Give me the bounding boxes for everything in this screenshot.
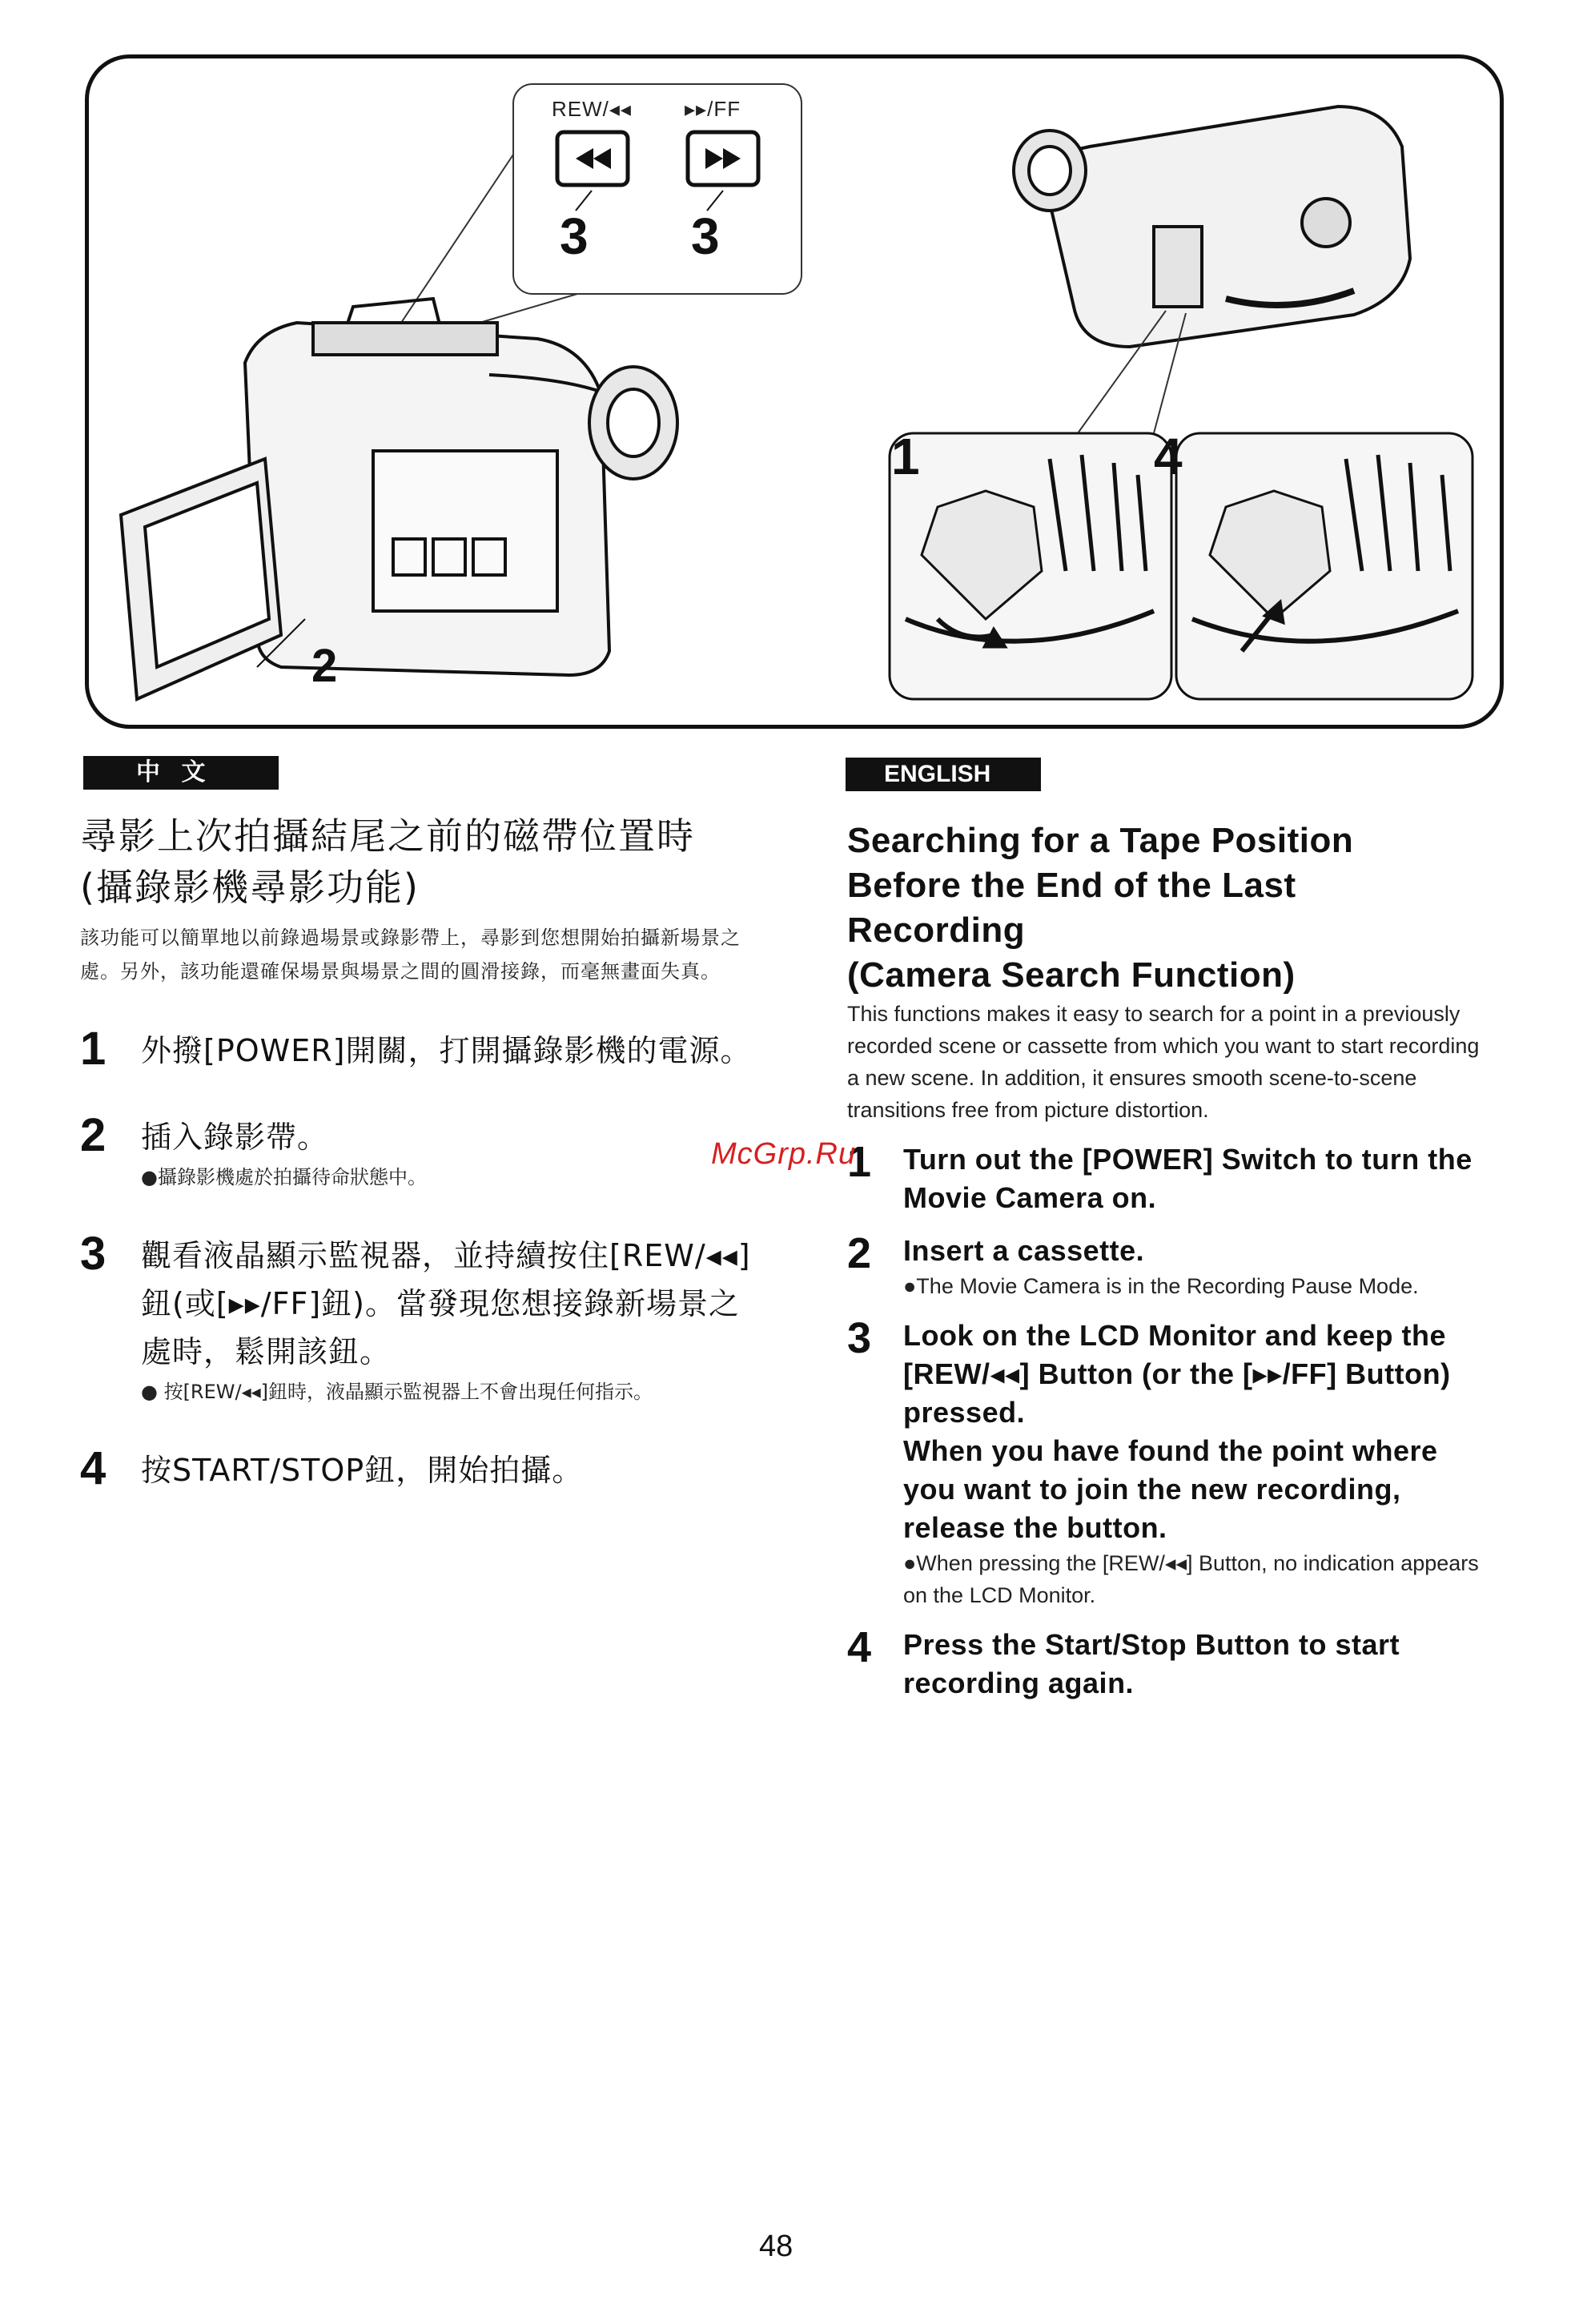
chinese-section-tag: 中 文 — [83, 756, 279, 790]
step-number: 1 — [847, 1138, 872, 1186]
camcorder-right-drawing — [1014, 107, 1410, 347]
rew-label: REW/◂◂ — [552, 97, 632, 121]
step-text: Press the Start/Stop Button to start recording again. — [903, 1628, 1400, 1699]
chinese-column — [80, 810, 769, 1494]
english-title-line-3: Recording — [847, 911, 1026, 950]
step-text: Insert a cassette. — [903, 1234, 1145, 1267]
step-text: Turn out the [POWER] Switch to turn the Movie Camera on. — [903, 1143, 1472, 1214]
english-title-line-1: Searching for a Tape Position — [847, 821, 1354, 860]
grip-panel-step-4 — [1176, 433, 1472, 699]
camcorder-left-drawing — [121, 299, 677, 699]
english-title-line-2: Before the End of the Last — [847, 866, 1296, 905]
step-number: 4 — [80, 1442, 106, 1494]
english-step-1 — [847, 1140, 1496, 1217]
page-number: 48 — [759, 2230, 794, 2263]
ff-step-number: 3 — [691, 207, 720, 265]
english-column — [847, 818, 1496, 1703]
camera-step-number: 2 — [311, 640, 338, 692]
step-note: ●攝錄影機處於拍攝待命狀態中。 — [141, 1166, 427, 1188]
step-number: 1 — [80, 1023, 106, 1075]
english-title-line-4: (Camera Search Function) — [847, 955, 1296, 995]
camera-illustration — [89, 58, 1508, 733]
step-text: Look on the LCD Monitor and keep the [REW/◂◂] Button (or the [▸▸/FF] Button) pressed. — [903, 1319, 1451, 1429]
step-text-continued: When you have found the point where you want to join the new recording, release the button. — [903, 1434, 1438, 1544]
illustration-panel — [85, 54, 1504, 729]
chinese-title-line-1: 尋影上次拍攝結尾之前的磁帶位置時 — [80, 814, 695, 858]
chinese-intro: 該功能可以簡單地以前錄過場景或錄影帶上，尋影到您想開始拍攝新場景之處。另外，該功能還確保場景與場景之間的圓滑接錄，而毫無畫面失真。 — [80, 927, 741, 983]
step-number: 3 — [80, 1228, 106, 1280]
english-section-tag: ENGLISH — [846, 758, 1041, 791]
step-note: ●When pressing the [REW/◂◂] Button, no indication appears on the LCD Monitor. — [903, 1551, 1479, 1607]
chinese-step-4 — [80, 1442, 769, 1494]
english-step-3 — [847, 1314, 1496, 1611]
step-note: ●The Movie Camera is in the Recording Pause Mode. — [903, 1274, 1419, 1298]
step-number: 2 — [847, 1229, 872, 1277]
step-number: 2 — [80, 1109, 106, 1161]
english-intro: This functions makes it easy to search for a point in a previously recorded scene or cassette from which you want to start recording a new scene. In addition, it ensures smooth scene-to-scene transitions free from picture distortion. — [847, 1002, 1480, 1122]
step-number: 4 — [847, 1623, 872, 1671]
grip-step-1-number: 1 — [891, 428, 920, 485]
grip-panel-step-1 — [890, 428, 1171, 699]
step-number: 3 — [847, 1314, 872, 1362]
ff-label: ▸▸/FF — [685, 97, 741, 121]
step-text: 插入錄影帶。 — [141, 1120, 329, 1155]
watermark: McGrp.Ru — [711, 1137, 857, 1171]
rew-step-number: 3 — [560, 207, 589, 265]
chinese-step-2 — [80, 1109, 769, 1193]
grip-step-4-number: 4 — [1154, 428, 1183, 485]
step-text: 觀看液晶顯示監視器，並持續按住[REW/◂◂]鈕(或[▸▸/FF]鈕)。當發現您想接錄新場景之處時，鬆開該鈕。 — [141, 1238, 751, 1369]
english-step-2 — [847, 1229, 1496, 1302]
chinese-step-3 — [80, 1228, 769, 1408]
fast-forward-icon — [688, 132, 758, 185]
english-step-4 — [847, 1623, 1496, 1703]
rewind-icon — [557, 132, 628, 185]
step-text: 按START/STOP鈕，開始拍攝。 — [141, 1453, 584, 1488]
chinese-title-line-2: (攝錄影機尋影功能) — [80, 866, 420, 909]
step-text: 外撥[POWER]開關，打開攝錄影機的電源。 — [141, 1033, 752, 1068]
step-note: ● 按[REW/◂◂]鈕時，液晶顯示監視器上不會出現任何指示。 — [141, 1381, 653, 1403]
chinese-step-1 — [80, 1023, 769, 1075]
